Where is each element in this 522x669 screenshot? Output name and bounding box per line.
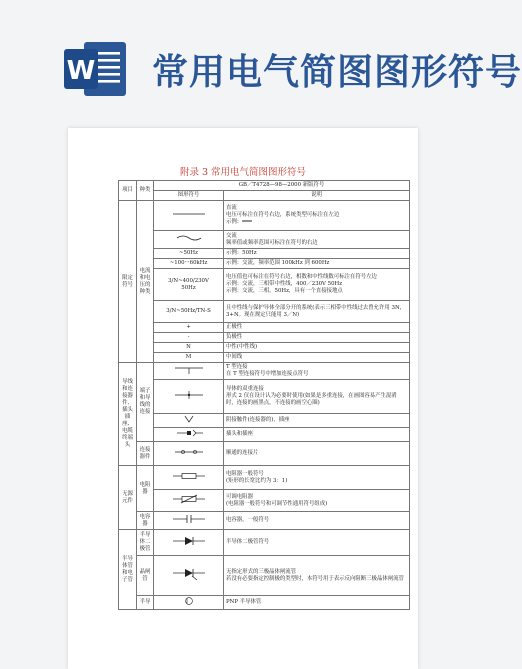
- category-label: 电容器: [137, 512, 154, 530]
- description-cell: 示例：交流，频率范围 100kHz 到 600Hz: [224, 259, 410, 269]
- symbol-cell: [154, 556, 224, 596]
- link-icon: [169, 448, 209, 456]
- symbol-table: [118, 180, 410, 610]
- description-cell: 电容器，一般符号: [224, 512, 410, 530]
- description-cell: 交流 频率值或频率范围可标注在符号的右边: [224, 231, 410, 249]
- double-junction-icon: [169, 390, 209, 400]
- symbol-cell: [154, 466, 224, 490]
- ac-symbol-icon: [169, 234, 209, 242]
- section-label: 无源元件: [119, 466, 137, 530]
- category-label: 端子和导线的连接: [137, 363, 154, 442]
- description-cell: 插头和插座: [224, 428, 410, 442]
- category-label: 半导体二极管: [137, 530, 154, 556]
- table-row: [119, 414, 410, 428]
- symbol-cell: [154, 442, 224, 466]
- symbol-cell: [154, 380, 224, 414]
- table-header-row: [119, 181, 410, 191]
- table-row: [119, 343, 410, 353]
- thyristor-icon: [169, 568, 209, 580]
- word-document-icon: [62, 40, 128, 98]
- banner-title: 常用电气简图图形符号: [152, 52, 522, 93]
- table-row: [119, 466, 410, 490]
- symbol-cell: 3/N~400/230V 50Hz: [154, 269, 224, 301]
- document-page: [68, 128, 418, 669]
- symbol-cell: [154, 201, 224, 231]
- table-row: [119, 323, 410, 333]
- table-row: [119, 530, 410, 556]
- description-cell: 示例：50Hz: [224, 249, 410, 259]
- banner: [0, 0, 522, 112]
- table-row: [119, 512, 410, 530]
- section-label: 半导体管和电子管: [119, 530, 137, 610]
- symbol-cell: M: [154, 353, 224, 363]
- t-junction-icon: [169, 365, 209, 375]
- description-cell: 可调电阻器 (电阻器一般符号和可调节性通用符号组成): [224, 490, 410, 512]
- resistor-icon: [169, 472, 209, 480]
- category-label: 电阻器: [137, 466, 154, 512]
- dc-symbol-icon: [169, 210, 209, 218]
- description-cell: 无指定形式的三极晶体闸流管 若没有必要指定控制极的类型时，本符号用于表示反向阻断三极晶体闸流管: [224, 556, 410, 596]
- symbol-cell: 3/N~50Hz/TN-S: [154, 301, 224, 323]
- table-row: [119, 363, 410, 380]
- diode-icon: [169, 536, 209, 546]
- description-cell: 顺通的连接片: [224, 442, 410, 466]
- table-row: [119, 428, 410, 442]
- header-description: 说明: [224, 191, 410, 201]
- header-item: 项目: [119, 181, 137, 201]
- category-label: 晶闸管: [137, 556, 154, 596]
- header-category: 种类: [137, 181, 154, 201]
- header-standard: GB／T4728—98—2000 新版符号: [154, 181, 410, 191]
- category-label: 电流和电压的种类: [137, 201, 154, 363]
- section-label: 导线和连接器件、插头插座、电缆终端头: [119, 363, 137, 466]
- socket-icon: [169, 415, 209, 423]
- table-row: [119, 333, 410, 343]
- description-cell: 电压值也可标注在符号右边，相数和中性线数可标注在符号左边 示例：交流，三相带中性线，400／230V 50Hz 示例：交流，三相，50Hz，具有一个直接接地点: [224, 269, 410, 301]
- symbol-cell: [154, 530, 224, 556]
- description-cell: 阴接触件(连接器的)，插座: [224, 414, 410, 428]
- symbol-cell: [154, 231, 224, 249]
- table-row: [119, 353, 410, 363]
- description-cell: 中性(中性线): [224, 343, 410, 353]
- symbol-cell: [154, 490, 224, 512]
- table-subheader-row: [119, 191, 410, 201]
- description-cell: 导体的双重连接 形式 2 仅在设计认为必要时使用(如果是多重连接，在画图容易产生混淆时，连接的画黑点，不连接的画空心圈): [224, 380, 410, 414]
- table-row: [119, 380, 410, 414]
- variable-resistor-icon: [169, 494, 209, 504]
- capacitor-icon: [169, 514, 209, 524]
- description-cell: PNP 半导体管: [224, 596, 410, 610]
- symbol-cell: ~100···60kHz: [154, 259, 224, 269]
- symbol-cell: [154, 596, 224, 610]
- table-row: [119, 269, 410, 301]
- description-cell: 正极性: [224, 323, 410, 333]
- description-cell: 中间线: [224, 353, 410, 363]
- description-cell: 负极性: [224, 333, 410, 343]
- table-row: [119, 231, 410, 249]
- table-row: [119, 596, 410, 610]
- description-cell: 电阻器一般符号 (矩形的长宽比约为 3：1): [224, 466, 410, 490]
- symbol-cell: [154, 428, 224, 442]
- category-label: 连接器件: [137, 442, 154, 466]
- symbol-cell: N: [154, 343, 224, 353]
- app-letter: W: [66, 56, 96, 86]
- symbol-cell: -: [154, 333, 224, 343]
- category-label: 半导: [137, 596, 154, 610]
- description-cell: 且中性线与保护导体全部分开的系统(表示三相带中性线过去曾允许用 3N，3+N。现在规定只能用 3／N): [224, 301, 410, 323]
- plug-socket-icon: [169, 429, 209, 437]
- table-row: [119, 556, 410, 596]
- table-row: [119, 490, 410, 512]
- description-cell: 半导体二极管符号: [224, 530, 410, 556]
- header-symbol: 图形符号: [154, 191, 224, 201]
- transistor-icon: [169, 597, 209, 605]
- table-row: [119, 249, 410, 259]
- symbol-cell: ~50Hz: [154, 249, 224, 259]
- symbol-cell: +: [154, 323, 224, 333]
- table-row: [119, 201, 410, 231]
- section-label: 限定符号: [119, 201, 137, 363]
- description-cell: 直流 电压可标注在符号右边，系统类型可标注在左边 示例：═══: [224, 201, 410, 231]
- document-heading: 附录 3 常用电气简图图形符号: [179, 167, 307, 178]
- symbol-cell: [154, 363, 224, 380]
- symbol-cell: [154, 512, 224, 530]
- description-cell: T 型连接 在 T 型连接符号中增加连接点符号: [224, 363, 410, 380]
- table-row: [119, 442, 410, 466]
- symbol-cell: [154, 414, 224, 428]
- table-row: [119, 259, 410, 269]
- table-row: [119, 301, 410, 323]
